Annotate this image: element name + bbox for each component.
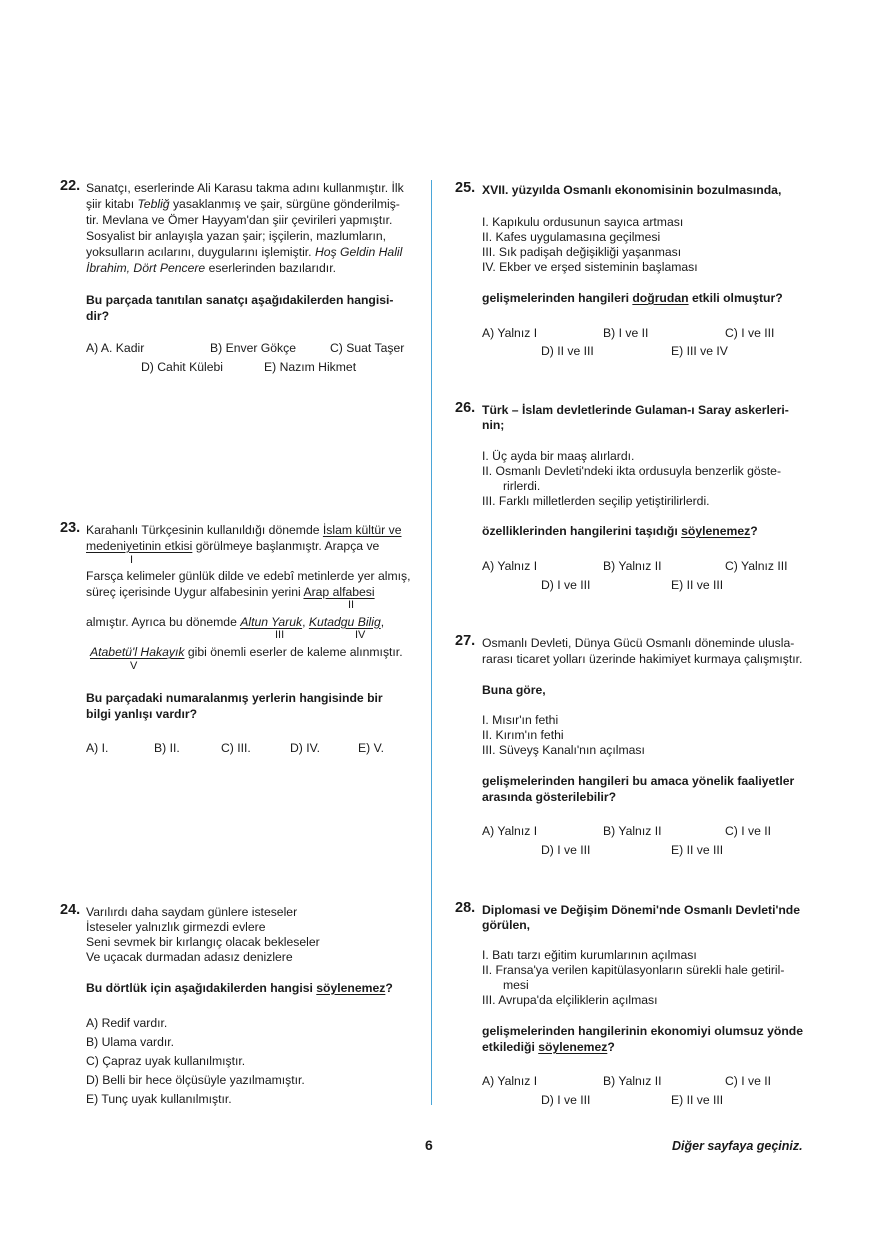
question-stem: bilgi yanlışı vardır? — [86, 707, 198, 721]
verse-line: Seni sevmek bir kırlangıç olacak bekleseler — [86, 935, 320, 949]
option-e[interactable]: E) Nazım Hikmet — [264, 360, 357, 374]
option-b[interactable]: B) I ve II — [603, 326, 649, 340]
numeral-marker: IV — [355, 629, 366, 641]
question-number: 24. — [60, 902, 81, 918]
passage-line: medeniyetinin etkisi görülmeye başlanmıştr. Arapça ve — [86, 539, 380, 553]
option-d[interactable]: D) IV. — [290, 741, 321, 755]
question-number: 26. — [455, 400, 476, 416]
passage-line: Sanatçı, eserlerinde Ali Karasu takma adını kullanmıştır. İlk — [86, 181, 404, 195]
list-item: I. Mısır'ın fethi — [482, 713, 559, 727]
question-stem: gelişmelerinden hangilerinin ekonomiyi olumsuz yönde — [482, 1024, 803, 1038]
list-item: I. Üç ayda bir maaş alırlardı. — [482, 449, 635, 463]
question-number: 23. — [60, 520, 81, 536]
option-d[interactable]: D) I ve III — [541, 1093, 591, 1107]
passage-line: rarası ticaret yolları üzerinde hakimiyet kurmaya çalışmıştır. — [482, 652, 803, 666]
list-item: III. Süveyş Kanalı'nın açılması — [482, 743, 645, 757]
option-a[interactable]: A) Yalnız I — [482, 559, 538, 573]
column-divider — [431, 180, 432, 1105]
option-b[interactable]: B) Yalnız II — [603, 1074, 662, 1088]
option-d[interactable]: D) II ve III — [541, 344, 594, 358]
passage-line: Karahanlı Türkçesinin kullanıldığı dönemde İslam kültür ve — [86, 523, 402, 537]
passage-line: Sosyalist bir anlayışla yazan şair; işçilerin, mazlumların, — [86, 229, 387, 243]
option-c[interactable]: C) Çapraz uyak kullanılmıştır. — [86, 1054, 246, 1068]
question-number: 27. — [455, 633, 476, 649]
option-e[interactable]: E) II ve III — [671, 843, 724, 857]
list-item: II. Osmanlı Devleti'ndeki ikta ordusuyla benzerlik göste- — [482, 464, 782, 478]
passage-line: almıştır. Ayrıca bu dönemde Altun Yaruk, Kutadgu Bilig, — [86, 615, 385, 629]
option-a[interactable]: A) Yalnız I — [482, 1074, 538, 1088]
list-item: II. Kafes uygulamasına geçilmesi — [482, 230, 661, 244]
option-a[interactable]: A) Yalnız I — [482, 326, 538, 340]
option-c[interactable]: C) I ve II — [725, 824, 772, 838]
numeral-marker: I — [130, 554, 134, 566]
passage-line: Osmanlı Devleti, Dünya Gücü Osmanlı döneminde ulusla- — [482, 636, 795, 650]
option-b[interactable]: B) Yalnız II — [603, 559, 662, 573]
option-c[interactable]: C) Suat Taşer — [330, 341, 405, 355]
option-c[interactable]: C) III. — [221, 741, 251, 755]
verse-line: Ve uçacak durmadan adasız denizlere — [86, 950, 293, 964]
option-d[interactable]: D) I ve III — [541, 843, 591, 857]
question-lead: Buna göre, — [482, 683, 546, 697]
option-b[interactable]: B) Yalnız II — [603, 824, 662, 838]
question-stem: Bu parçadaki numaralanmış yerlerin hangisinde bir — [86, 691, 383, 705]
option-a[interactable]: A) A. Kadir — [86, 341, 145, 355]
question-number: 28. — [455, 900, 476, 916]
question-number: 22. — [60, 178, 81, 194]
option-d[interactable]: D) Belli bir hece ölçüsüyle yazılmamıştır. — [86, 1073, 305, 1087]
list-item: I. Kapıkulu ordusunun sayıca artması — [482, 215, 684, 229]
option-a[interactable]: A) Yalnız I — [482, 824, 538, 838]
option-a[interactable]: A) I. — [86, 741, 109, 755]
option-a[interactable]: A) Redif vardır. — [86, 1016, 168, 1030]
passage-line: Atabetü'l Hakayık gibi önemli eserler de kaleme alınmıştır. — [90, 645, 403, 659]
list-item: III. Sık padişah değişikliği yaşanması — [482, 245, 682, 259]
question-stem: arasında gösterilebilir? — [482, 790, 617, 804]
question-stem: Bu parçada tanıtılan sanatçı aşağıdakilerden hangisi- — [86, 293, 394, 307]
option-e[interactable]: E) V. — [358, 741, 384, 755]
passage-line: şiir kitabı Tebliğ yasaklanmış ve şair, sürgüne gönderilmiş- — [86, 197, 400, 211]
numeral-marker: V — [130, 660, 138, 672]
option-d[interactable]: D) I ve III — [541, 578, 591, 592]
option-e[interactable]: E) III ve IV — [671, 344, 728, 358]
question-head: Türk – İslam devletlerinde Gulaman-ı Saray askerleri- — [482, 403, 789, 417]
list-item-continued: rirlerdi. — [503, 479, 541, 493]
question-stem: gelişmelerinden hangileri doğrudan etkili olmuştur? — [482, 291, 783, 305]
passage-line: Farsça kelimeler günlük dilde ve edebî metinlerde yer almış, — [86, 569, 411, 583]
question-stem: Bu dörtlük için aşağıdakilerden hangisi söylenemez? — [86, 981, 393, 995]
list-item: II. Kırım'ın fethi — [482, 728, 564, 742]
option-c[interactable]: C) I ve III — [725, 326, 775, 340]
passage-line: tir. Mevlana ve Ömer Hayyam'dan şiir çevirileri yapmıştır. — [86, 213, 393, 227]
passage-line: yoksulların acılarını, duygularını işlemiştir. Hoş Geldin Halil — [86, 245, 403, 259]
option-e[interactable]: E) Tunç uyak kullanılmıştır. — [86, 1092, 232, 1106]
next-page-note: Diğer sayfaya geçiniz. — [672, 1139, 803, 1153]
question-number: 25. — [455, 180, 476, 196]
question-stem: gelişmelerinden hangileri bu amaca yönelik faaliyetler — [482, 774, 795, 788]
question-head: XVII. yüzyılda Osmanlı ekonomisinin bozulmasında, — [482, 183, 782, 197]
option-b[interactable]: B) II. — [154, 741, 180, 755]
option-e[interactable]: E) II ve III — [671, 1093, 724, 1107]
question-head: Diplomasi ve Değişim Dönemi'nde Osmanlı Devleti'nde — [482, 903, 801, 917]
question-stem: dir? — [86, 309, 110, 323]
passage-line: süreç içerisinde Uygur alfabesinin yerini Arap alfabesi — [86, 585, 375, 599]
question-stem: etkilediği söylenemez? — [482, 1040, 615, 1054]
list-item: II. Fransa'ya verilen kapitülasyonların sürekli hale getiril- — [482, 963, 785, 977]
question-head: görülen, — [482, 918, 531, 932]
verse-line: Varılırdı daha saydam günlere isteseler — [86, 905, 298, 919]
list-item: IV. Ekber ve erşed sisteminin başlaması — [482, 260, 698, 274]
passage-line: İbrahim, Dört Pencere eserlerinden bazılarıdır. — [86, 261, 336, 275]
numeral-marker: III — [275, 629, 285, 641]
list-item: III. Farklı milletlerden seçilip yetiştirilirlerdi. — [482, 494, 710, 508]
page-number: 6 — [425, 1137, 433, 1153]
option-b[interactable]: B) Ulama vardır. — [86, 1035, 175, 1049]
verse-line: İsteseler yalnızlık girmezdi evlere — [86, 920, 266, 934]
option-e[interactable]: E) II ve III — [671, 578, 724, 592]
option-c[interactable]: C) Yalnız III — [725, 559, 788, 573]
option-c[interactable]: C) I ve II — [725, 1074, 772, 1088]
question-head: nin; — [482, 418, 505, 432]
numeral-marker: II — [348, 599, 355, 611]
list-item: III. Avrupa'da elçiliklerin açılması — [482, 993, 658, 1007]
option-d[interactable]: D) Cahit Külebi — [141, 360, 223, 374]
option-b[interactable]: B) Enver Gökçe — [210, 341, 297, 355]
list-item: I. Batı tarzı eğitim kurumlarının açılması — [482, 948, 697, 962]
list-item-continued: mesi — [503, 978, 529, 992]
question-stem: özelliklerinden hangilerini taşıdığı söylenemez? — [482, 524, 758, 538]
